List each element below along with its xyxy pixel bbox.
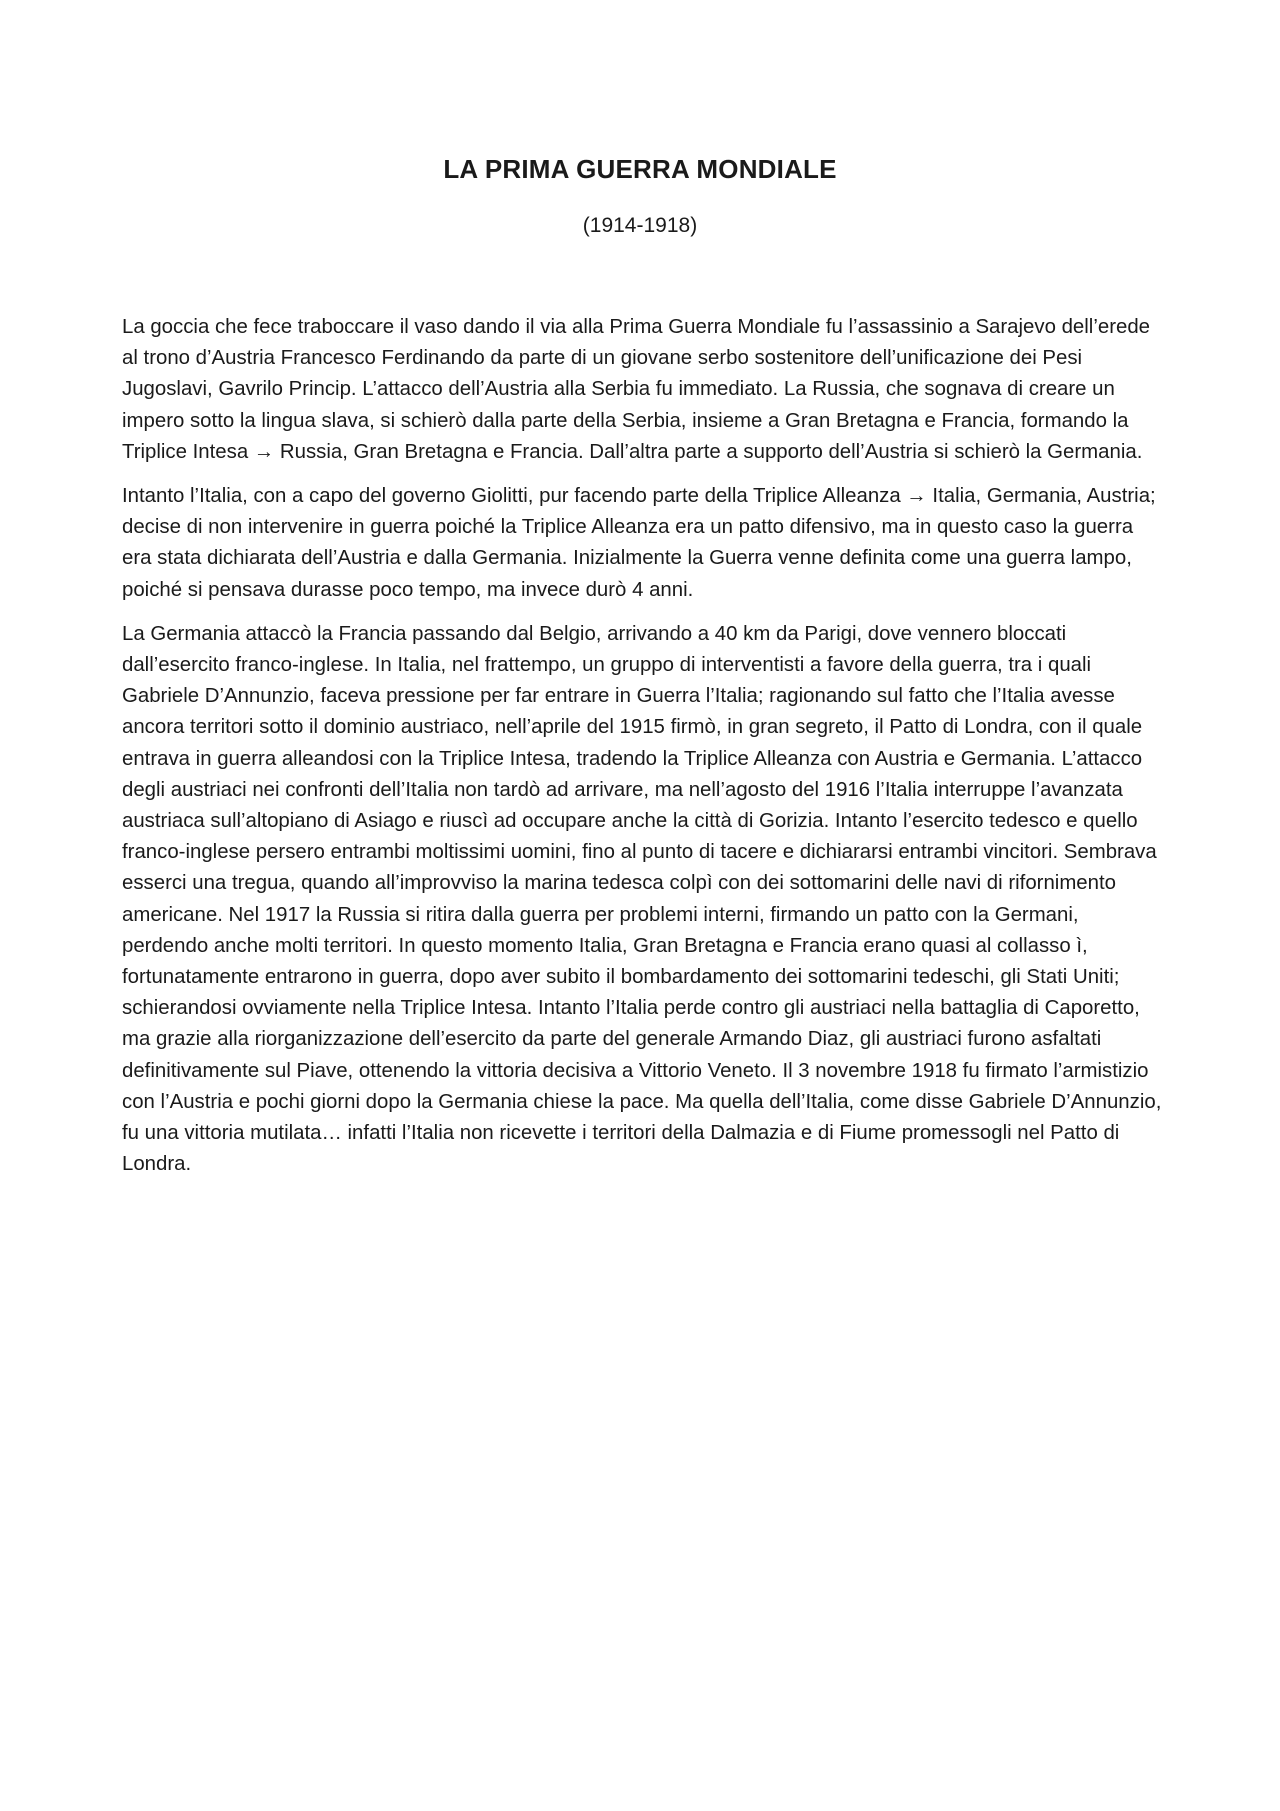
page-subtitle: (1914-1918) [582,214,698,237]
page-title: LA PRIMA GUERRA MONDIALE [443,154,837,184]
paragraph-3: La Germania attaccò la Francia passando dal Belgio, arrivando a 40 km da Parigi, dove vennero bloccati dall’esercito franco-inglese. In Italia, nel frattempo, un gruppo di interventisti a favore della guerra, tra i quali Gabriele D’Annunzio, faceva pressione per far entrare in Guerra l’Italia; ragionando sul fatto che l’Italia avesse ancora territori sotto il dominio austriaco, nell’aprile del 1915 firmò, in gran segreto, il Patto di Londra, con il quale entrava in guerra alleandosi con la Triplice Intesa, tradendo la Triplice Alleanza con Austria e Germania. L’attacco degli austriaci nei confronti dell’Italia non tardò ad arrivare, ma nell’agosto del 1916 l’Italia interruppe l’avanzata austriaca sull’altopiano di Asiago e riuscì ad occupare anche la città di Gorizia. Intanto l’esercito tedesco e quello franco-inglese persero entrambi moltissimi uomini, fino al punto di tacere e dichiararsi entrambi vincitori. Sembrava esserci una tregua, quando all’improvviso la marina tedesca colpì con dei sottomarini delle navi di rifornimento americane. Nel 1917 la Russia si ritira dalla guerra per problemi interni, firmando un patto con la Germani, perdendo anche molti territori. In questo momento Italia, Gran Bretagna e Francia erano quasi al collasso ì, fortunatamente entrarono in guerra, dopo aver subito il bombardamento dei sottomarini tedeschi, gli Stati Uniti; schierandosi ovviamente nella Triplice Intesa. Intanto l’Italia perde contro gli austriaci nella battaglia di Caporetto, ma grazie alla riorganizzazione dell’esercito da parte del generale Armando Diaz, gli austriaci furono asfaltati definitivamente sul Piave, ottenendo la vittoria decisiva a Vittorio Veneto. Il 3 novembre 1918 fu firmato l’armistizio con l’Austria e pochi giorni dopo la Germania chiese la pace. Ma quella dell’Italia, come disse Gabriele D’Annunzio, fu una vittoria mutilata… infatti l’Italia non ricevette i territori della Dalmazia e di Fiume promessogli nel Patto di Londra. [122,622,1162,1176]
document-body [122,312,1162,1193]
paragraph-2: Intanto l’Italia, con a capo del governo Giolitti, pur facendo parte della Triplice Alleanza → Italia, Germania, Austria; decise di non intervenire in guerra poiché la Triplice Alleanza era un patto difensivo, ma in questo caso la guerra era stata dichiarata dell’Austria e dalla Germania. Inizialmente la Guerra venne definita come una guerra lampo, poiché si pensava durasse poco tempo, ma invece durò 4 anni. [122,485,1156,601]
paragraph-1: La goccia che fece traboccare il vaso dando il via alla Prima Guerra Mondiale fu l’assassinio a Sarajevo dell’erede al trono d’Austria Francesco Ferdinando da parte di un giovane serbo sostenitore dell’unificazione dei Pesi Jugoslavi, Gavrilo Princip. L’attacco dell’Austria alla Serbia fu immediato. La Russia, che sognava di creare un impero sotto la lingua slava, si schierò dalla parte della Serbia, insieme a Gran Bretagna e Francia, formando la Triplice Intesa → Russia, Gran Bretagna e Francia. Dall’altra parte a supporto dell’Austria si schierò la Germania. [122,316,1151,463]
